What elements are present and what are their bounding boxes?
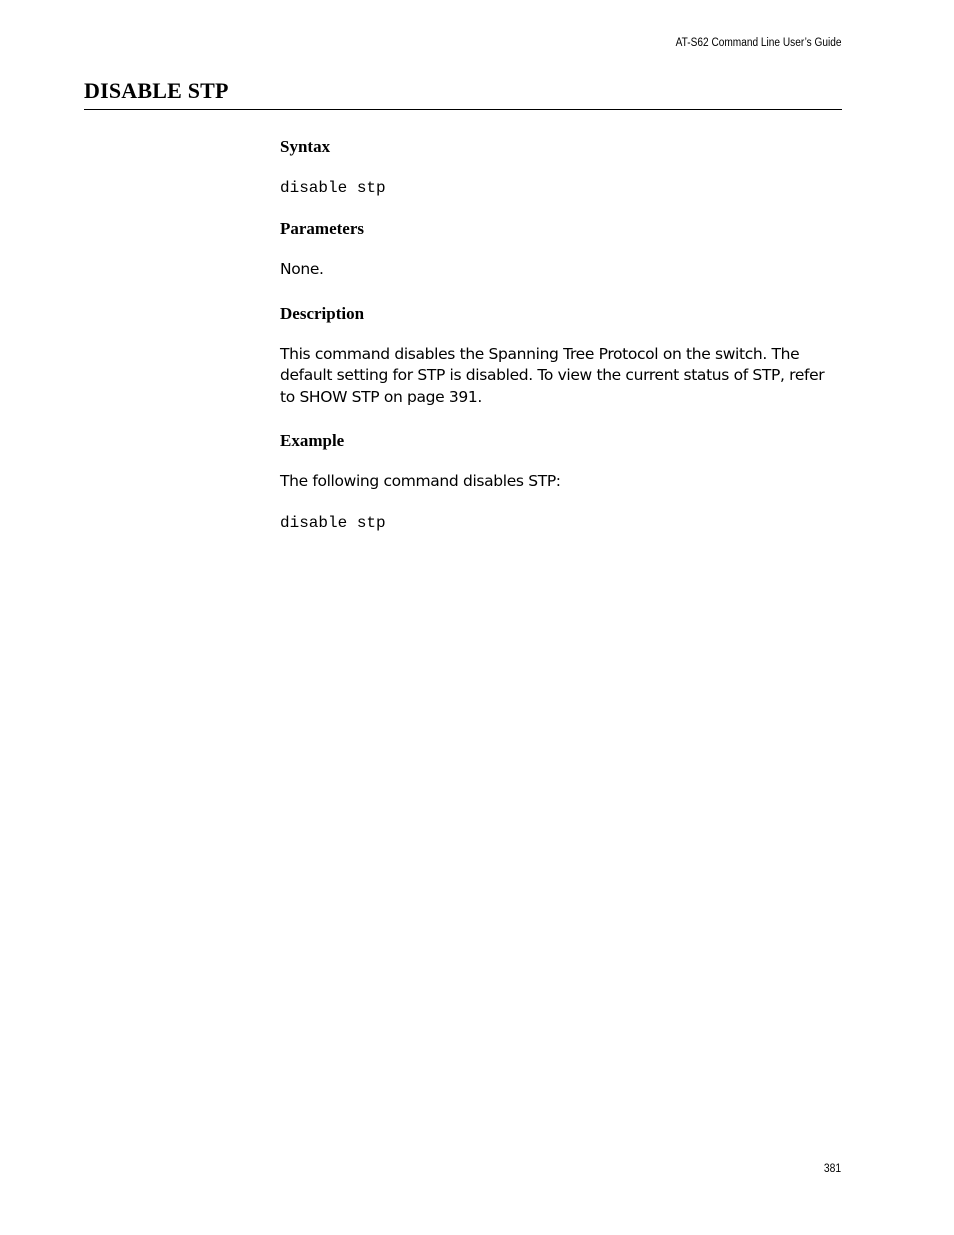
description-heading: Description (280, 303, 365, 323)
description-line: default setting for STP is disabled. To view the current status of STP, refer (280, 366, 825, 384)
parameters-heading: Parameters (280, 219, 365, 238)
running-header: AT-S62 Command Line User’s Guide (676, 37, 842, 49)
example-heading: Example (280, 431, 345, 450)
content-column (280, 136, 845, 534)
syntax-code: disable stp (280, 179, 386, 197)
syntax-heading: Syntax (280, 137, 331, 156)
page-number: 381 (823, 1163, 841, 1175)
description-paragraph (280, 344, 845, 409)
parameters-text: None. (280, 260, 324, 278)
description-line: This command disables the Spanning Tree Protocol on the switch. The (280, 344, 800, 363)
example-text: The following command disables STP: (280, 472, 561, 490)
title-rule (84, 109, 842, 110)
description-line: to SHOW STP on page 391. (280, 387, 483, 406)
example-code: disable stp (280, 513, 386, 532)
page-title: DISABLE STP (84, 78, 229, 103)
